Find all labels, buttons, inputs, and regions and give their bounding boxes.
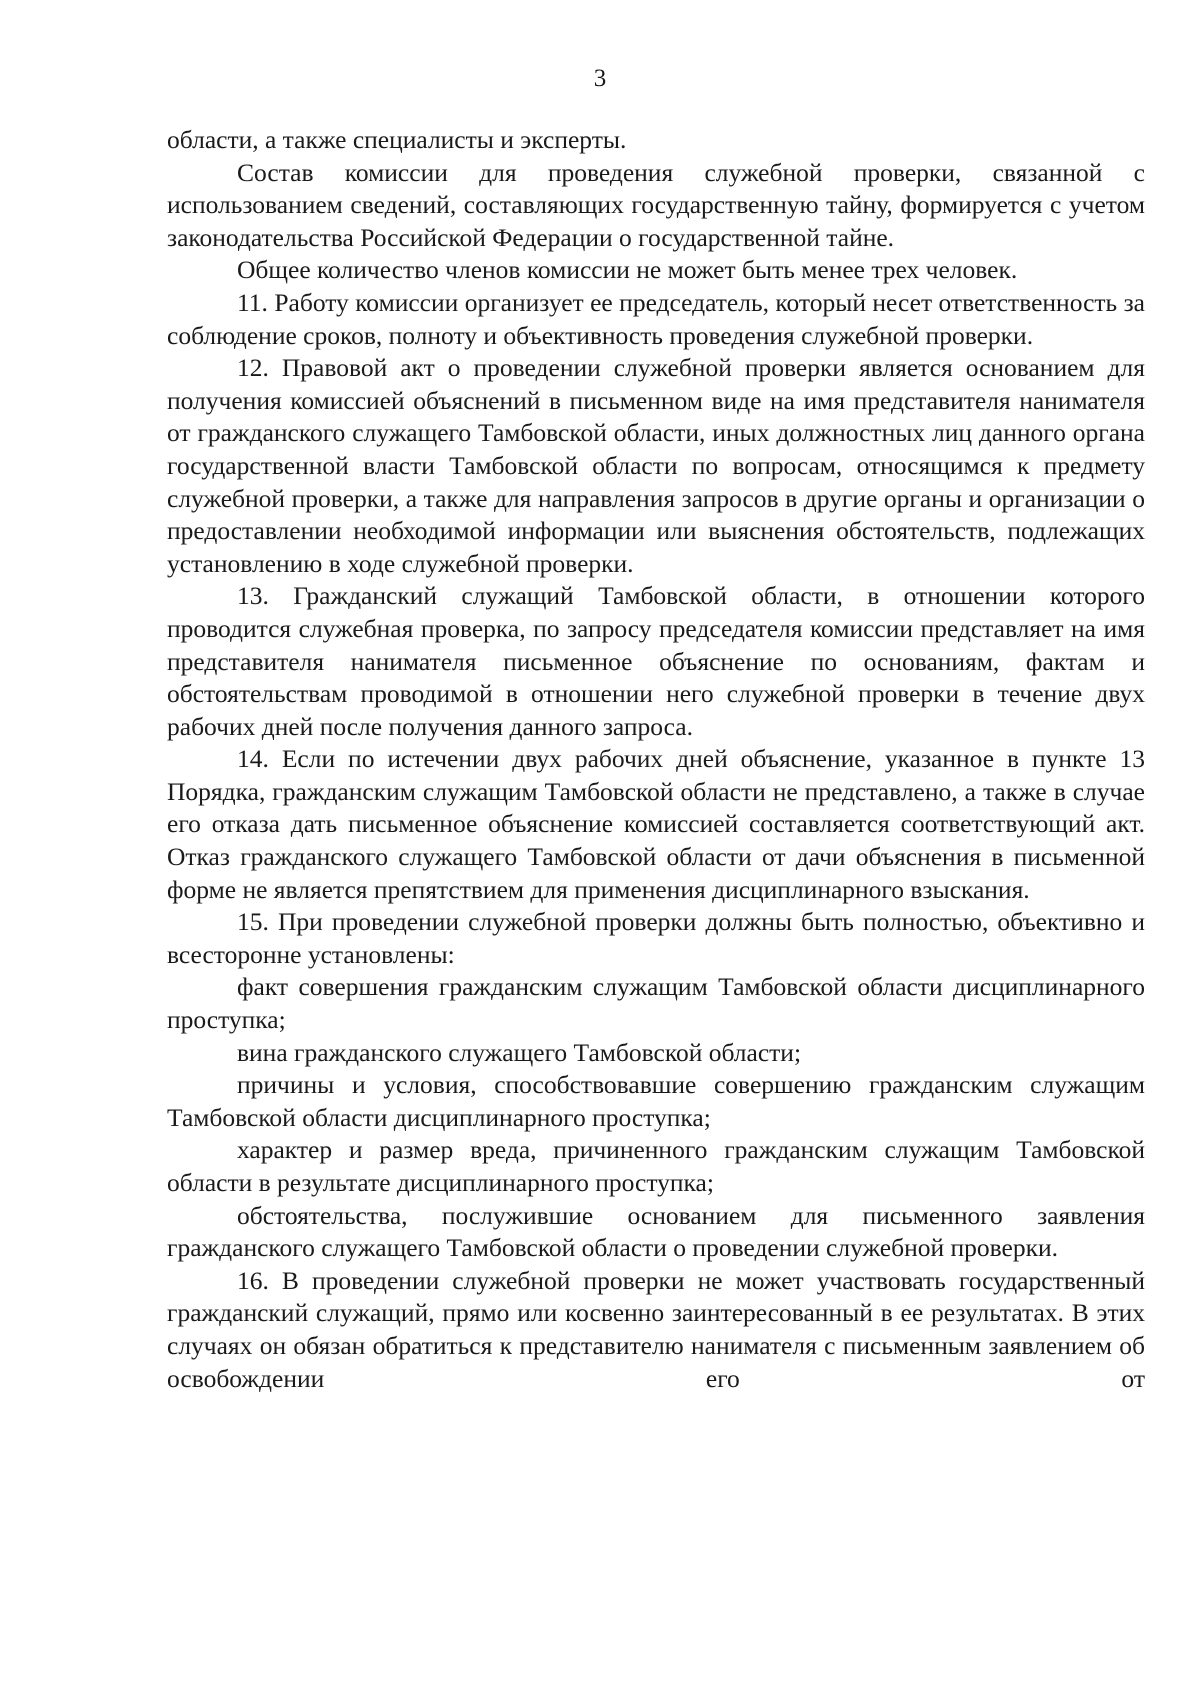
- document-body: [167, 124, 1145, 1395]
- paragraph: факт совершения гражданским служащим Тамбовской области дисциплинарного проступка;: [167, 972, 1145, 1035]
- paragraph: вина гражданского служащего Тамбовской области;: [237, 1037, 802, 1067]
- paragraph: 13. Гражданский служащий Тамбовской области, в отношении которого проводится служебная проверка, по запросу председателя комиссии представляет на имя представителя нанимателя письменное объяснение по основаниям, фактам и обстоятельствам проводимой в отношении него служебной проверки в течение двух рабочих дней после получения данного запроса.: [167, 581, 1145, 741]
- paragraph: 14. Если по истечении двух рабочих дней объяснение, указанное в пункте 13 Порядка, гражданским служащим Тамбовской области не представлено, а также в случае его отказа дать письменное объяснение комиссией составляется соответствующий акт. Отказ гражданского служащего Тамбовской области от дачи объяснения в письменной форме не является препятствием для применения дисциплинарного взыскания.: [167, 744, 1145, 904]
- paragraph: 16. В проведении служебной проверки не может участвовать государственный гражданский служащий, прямо или косвенно заинтересованный в ее результатах. В этих случаях он обязан обратиться к представителю нанимателя с письменным заявлением об освобождении его от: [167, 1265, 1145, 1393]
- paragraph: области, а также специалисты и эксперты.: [167, 125, 627, 154]
- paragraph: 15. При проведении служебной проверки должны быть полностью, объективно и всесторонне установлены:: [167, 907, 1145, 969]
- page-number: 3: [593, 65, 607, 92]
- paragraph: причины и условия, способствовавшие совершению гражданским служащим Тамбовской области дисциплинарного проступка;: [167, 1070, 1145, 1132]
- paragraph: Состав комиссии для проведения служебной проверки, связанной с использованием сведений, составляющих государственную тайну, формируется с учетом законодательства Российской Федерации о государственной тайне.: [167, 157, 1145, 252]
- paragraph: характер и размер вреда, причиненного гражданским служащим Тамбовской области в результате дисциплинарного проступка;: [167, 1135, 1145, 1197]
- paragraph: Общее количество членов комиссии не может быть менее трех человек.: [237, 255, 1018, 285]
- paragraph: 11. Работу комиссии организует ее председатель, который несет ответственность за соблюдение сроков, полноту и объективность проведения служебной проверки.: [167, 287, 1145, 350]
- paragraph: 12. Правовой акт о проведении служебной проверки является основанием для получения комиссией объяснений в письменном виде на имя представителя нанимателя от гражданского служащего Тамбовской области, иных должностных лиц данного органа государственной власти Тамбовской области по вопросам, относящимся к предмету служебной проверки, а также для направления запросов в другие органы и организации о предоставлении необходимой информации или выяснения обстоятельств, подлежащих установлению в ходе служебной проверки.: [167, 353, 1145, 578]
- paragraph: обстоятельства, послужившие основанием для письменного заявления гражданского служащего Тамбовской области о проведении служебной проверки.: [167, 1200, 1145, 1263]
